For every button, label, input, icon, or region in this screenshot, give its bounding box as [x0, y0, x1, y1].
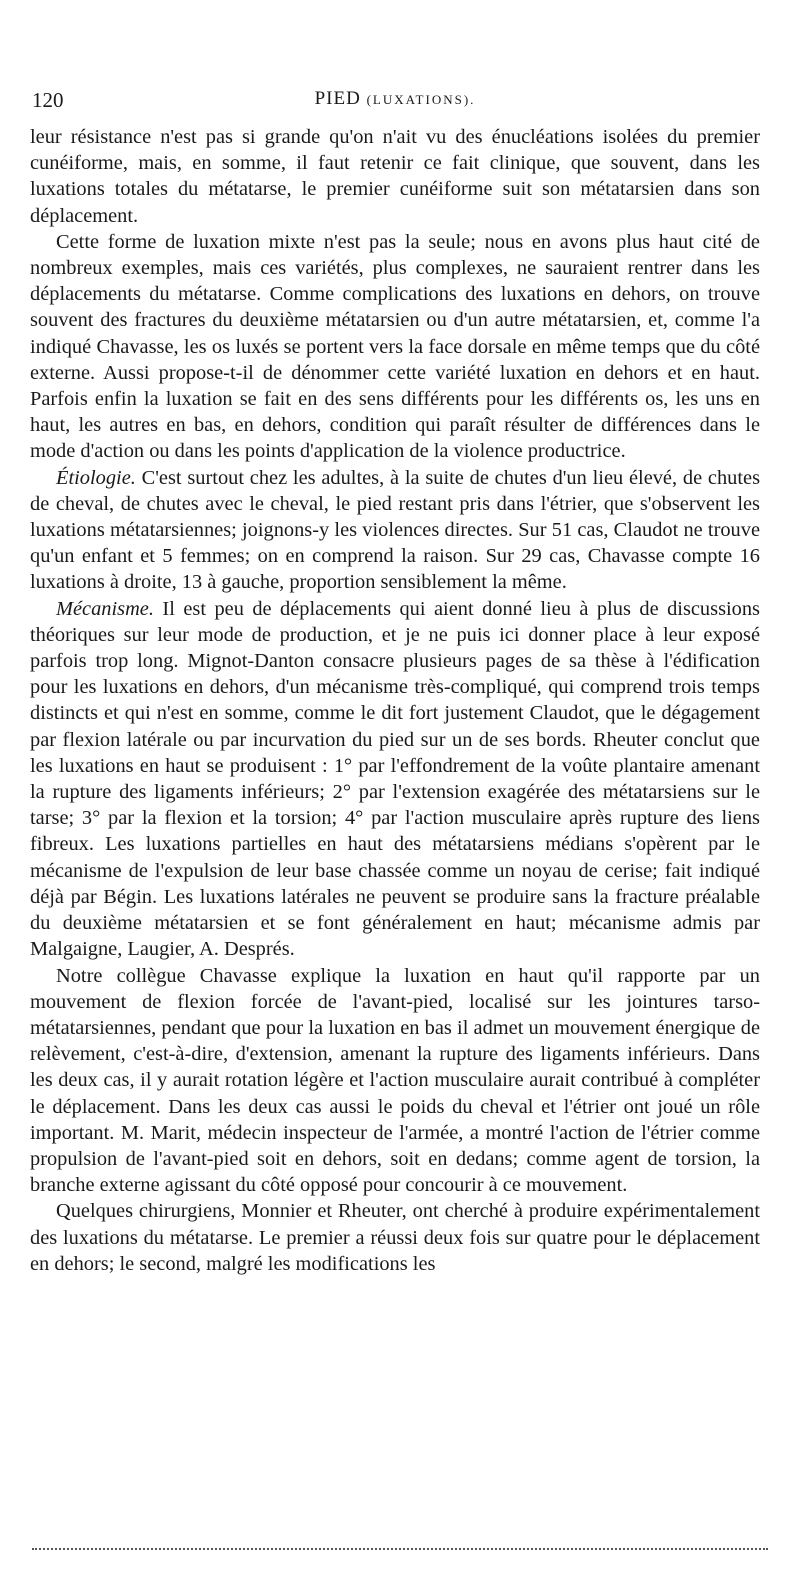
- page-number: 120: [32, 88, 64, 112]
- body-text: [30, 124, 760, 1277]
- paragraph-text: C'est surtout chez les adultes, à la suite de chutes d'un lieu élevé, de chutes de cheval, de chutes avec le cheval, le pied restant pris dans l'étrier, que s'observent les luxations métatarsiennes; joignons-y les violences directes. Sur 51 cas, Claudot ne trouve qu'un enfant et 5 femmes; on en comprend la raison. Sur 29 cas, Chavasse compte 16 luxations à droite, 13 à gauche, proportion sensiblement la même.: [30, 466, 760, 594]
- paragraph: [30, 229, 760, 465]
- section-lead: Étiologie.: [56, 466, 136, 489]
- footer-rule: [32, 1548, 768, 1550]
- paragraph-mecanisme: [30, 596, 760, 963]
- paragraph-text: Quelques chirurgiens, Monnier et Rheuter, ont cherché à produire expérimentalement des luxations du métatarse. Le premier a réussi deux fois sur quatre pour le déplacement en dehors; le second, malgré les modifications les: [30, 1200, 760, 1275]
- paragraph-text: Il est peu de déplacements qui aient donné lieu à plus de discussions théoriques sur leur mode de production, et je ne puis ici donner place à leur exposé parfois trop long. Mignot-Danton consacre plusieurs pages de sa thèse à l'édification pour les luxations en dehors, d'un mécanisme très-compliqué, qui comprend trois temps distincts et qui n'est en somme, comme le dit fort justement Claudot, que le dégagement par flexion latérale ou par incurvation du pied sur un de ses bords. Rheuter conclut que les luxations en haut se produisent : 1° par l'effondrement de la voûte plantaire amenant la rupture des ligaments inférieurs; 2° par l'extension exagérée des métatarsiens sur le tarse; 3° par la flexion et la torsion; 4° par l'action musculaire après rupture des liens fibreux. Les luxations partielles en haut des métatarsiens médians s'opèrent par le mécanisme de l'expulsion de leur base chassée comme un noyau de cerise; fait indiqué déjà par Bégin. Les luxations latérales ne peuvent se produire sans la fracture préalable du deuxième métatarsien et se font généralement en haut; mécanisme admis par Malgaigne, Laugier, A. Després.: [30, 597, 760, 961]
- running-title: [30, 88, 760, 110]
- paragraph-etiologie: [30, 465, 760, 596]
- paragraph-text: Notre collègue Chavasse explique la luxation en haut qu'il rapporte par un mouvement de flexion forcée de l'avant-pied, localisé sur les jointures tarso-métatarsiennes, pendant que pour la luxation en bas il admet un mouvement énergique de relèvement, c'est-à-dire, d'extension, amenant la rupture des ligaments inférieurs. Dans les deux cas, il y aurait rotation légère et l'action musculaire aurait contribué à compléter le déplacement. Dans les deux cas aussi le poids du cheval et l'étrier ont joué un rôle important. M. Marit, médecin inspecteur de l'armée, a montré l'action de l'étrier comme propulsion de l'avant-pied soit en dehors, soit en dedans; comme agent de torsion, la branche externe agissant du côté opposé pour concourir à ce mouvement.: [30, 964, 760, 1197]
- running-title-sub: (LUXATIONS).: [366, 92, 476, 107]
- paragraph-text: leur résistance n'est pas si grande qu'on n'ait vu des énucléations isolées du premier cunéiforme, mais, en somme, il faut retenir ce fait clinique, que souvent, dans les luxations totales du métatarse, le premier cunéiforme suit son métatarsien dans son déplacement.: [30, 126, 760, 227]
- paragraph: [30, 963, 760, 1199]
- section-lead: Mécanisme.: [56, 597, 154, 620]
- paragraph-text: Cette forme de luxation mixte n'est pas la seule; nous en avons plus haut cité de nombreux exemples, mais ces variétés, plus complexes, ne sauraient rentrer dans les déplacements du métatarse. Comme complications des luxations en dehors, on trouve souvent des fractures du deuxième métatarsien ou d'un autre métatarsien, et, comme l'a indiqué Chavasse, les os luxés se portent vers la face dorsale en même temps que du côté externe. Aussi propose-t-il de dénommer cette variété luxation en dehors et en haut. Parfois enfin la luxation se fait en des sens différents pour les différents os, les uns en haut, les autres en bas, en dehors, condition qui paraît résulter de différences dans le mode d'action ou dans les points d'application de la violence productrice.: [30, 230, 760, 463]
- book-page: [30, 88, 760, 1277]
- page-header: [30, 88, 760, 124]
- running-title-main: PIED: [314, 88, 361, 109]
- paragraph: [30, 124, 760, 229]
- paragraph: [30, 1198, 760, 1277]
